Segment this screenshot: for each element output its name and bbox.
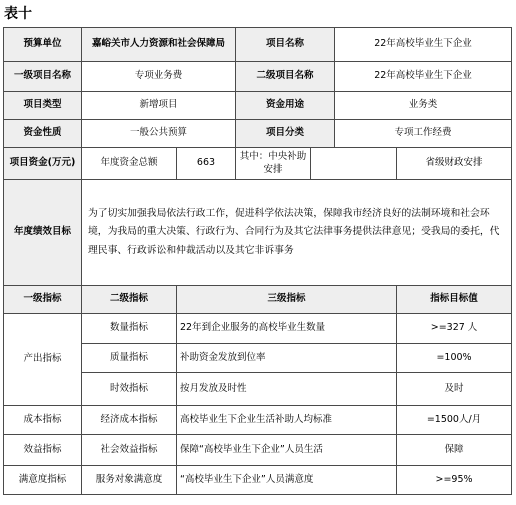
central-subsidy-label: 其中：中央补助安排 — [236, 148, 311, 180]
level1-project-label: 一级项目名称 — [4, 62, 82, 92]
project-name-value: 22年高校毕业生下企业 — [335, 28, 512, 62]
project-category-label: 项目分类 — [236, 120, 335, 148]
level3-cell: 按月发放及时性 — [177, 373, 397, 406]
budget-unit-value: 嘉峪关市人力资源和社会保障局 — [82, 28, 236, 62]
target-cell: =100% — [397, 344, 512, 373]
fund-use-value: 业务类 — [335, 92, 512, 120]
level1-benefit: 效益指标 — [4, 435, 82, 466]
project-fund-label: 项目资金(万元) — [4, 148, 82, 180]
level2-cell: 时效指标 — [82, 373, 177, 406]
fund-use-label: 资金用途 — [236, 92, 335, 120]
annual-goal-text: 为了切实加强我局依法行政工作，促进科学依法决策，保障我市经济良好的法制环境和社会环境，为我局的重大决策、行政行为、合同行为及其它法律事务提供法律意见；受我局的委托，代理民事、行政诉讼和仲裁活动以及其它非诉事务 — [82, 180, 512, 286]
level2-cell: 服务对象满意度 — [82, 466, 177, 495]
level3-cell: 补助资金发放到位率 — [177, 344, 397, 373]
fund-nature-label: 资金性质 — [4, 120, 82, 148]
target-cell: >=95% — [397, 466, 512, 495]
target-cell: =1500人/月 — [397, 406, 512, 435]
target-cell: 及时 — [397, 373, 512, 406]
level1-satisfaction: 满意度指标 — [4, 466, 82, 495]
target-cell: 保障 — [397, 435, 512, 466]
level2-project-value: 22年高校毕业生下企业 — [335, 62, 512, 92]
level2-project-label: 二级项目名称 — [236, 62, 335, 92]
level3-cell: 22年到企业服务的高校毕业生数量 — [177, 314, 397, 344]
header-level3: 三级指标 — [177, 286, 397, 314]
project-type-label: 项目类型 — [4, 92, 82, 120]
project-type-value: 新增项目 — [82, 92, 236, 120]
provincial-label: 省级财政安排 — [397, 148, 512, 180]
performance-target-table — [3, 27, 512, 495]
annual-total-value: 663 — [177, 148, 236, 180]
table-title: 表十 — [4, 6, 32, 22]
level2-cell: 质量指标 — [82, 344, 177, 373]
project-category-value: 专项工作经费 — [335, 120, 512, 148]
level3-cell: 保障“高校毕业生下企业”人员生活 — [177, 435, 397, 466]
target-cell: >=327 人 — [397, 314, 512, 344]
level2-cell: 社会效益指标 — [82, 435, 177, 466]
header-level2: 二级指标 — [82, 286, 177, 314]
level1-project-value: 专项业务费 — [82, 62, 236, 92]
header-target: 指标目标值 — [397, 286, 512, 314]
level1-output: 产出指标 — [4, 314, 82, 406]
level3-cell: “高校毕业生下企业”人员满意度 — [177, 466, 397, 495]
level1-cost: 成本指标 — [4, 406, 82, 435]
fund-nature-value: 一般公共预算 — [82, 120, 236, 148]
level2-cell: 数量指标 — [82, 314, 177, 344]
central-subsidy-value — [311, 148, 397, 180]
annual-total-label: 年度资金总额 — [82, 148, 177, 180]
project-name-label: 项目名称 — [236, 28, 335, 62]
header-level1: 一级指标 — [4, 286, 82, 314]
level2-cell: 经济成本指标 — [82, 406, 177, 435]
budget-unit-label: 预算单位 — [4, 28, 82, 62]
annual-goal-label: 年度绩效目标 — [4, 180, 82, 286]
level3-cell: 高校毕业生下企业生活补助人均标准 — [177, 406, 397, 435]
